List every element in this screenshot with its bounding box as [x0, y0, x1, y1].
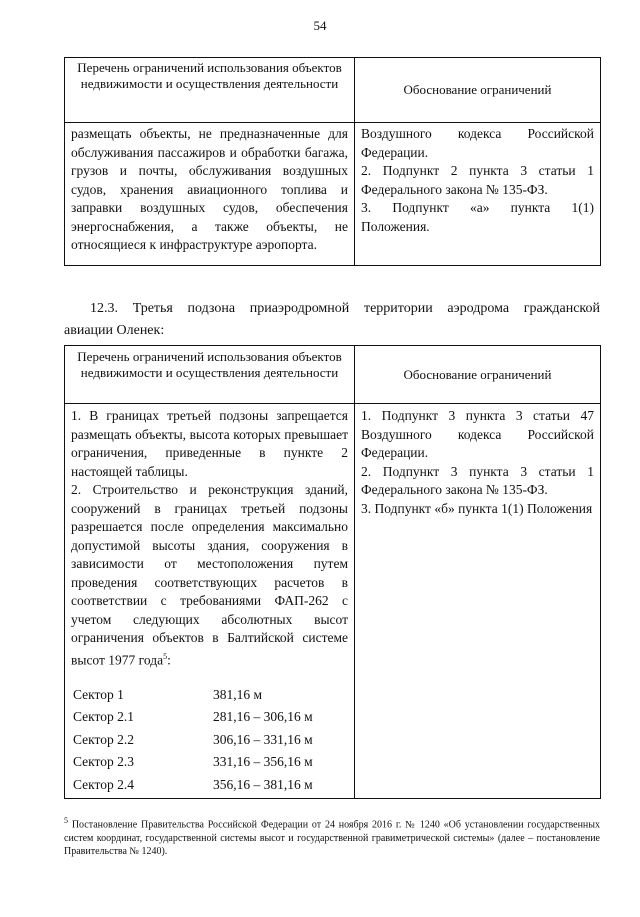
- sector-value: 356,16 – 381,16 м: [213, 776, 313, 792]
- footnote-reference: 5: [163, 651, 168, 661]
- footnote: [64, 814, 600, 859]
- sector-name: Сектор 1: [73, 686, 124, 702]
- sector-name: Сектор 2.4: [73, 776, 135, 792]
- restrictions-table-continued: [64, 57, 601, 266]
- table-header-row: [65, 58, 601, 123]
- header-restrictions: Перечень ограничений использования объектов недвижимости и осуществления деятельности: [65, 58, 355, 123]
- header-justification: Обоснование ограничений: [355, 58, 601, 123]
- sector-row: [71, 774, 348, 797]
- page-number: 54: [313, 18, 327, 33]
- table-header-row: [65, 346, 601, 404]
- section-heading: [64, 298, 600, 342]
- restriction-paragraph-2-end: :: [167, 652, 171, 667]
- justification-cell: [355, 123, 601, 266]
- header-restrictions: Перечень ограничений использования объектов недвижимости и осуществления деятельности: [65, 346, 355, 404]
- sector-name: Сектор 2.3: [73, 754, 135, 769]
- restriction-paragraph-1: 1. В границах третьей подзоны запрещается размещать объекты, высота которых превышает ограничения, приведенные в пункте 2 настоящей таблицы.: [71, 408, 348, 479]
- justification-item: 3. Подпункт «а» пункта 1(1) Положения.: [361, 200, 594, 234]
- footnote-mark: 5: [64, 816, 68, 825]
- justification-item: 2. Подпункт 3 пункта 3 статьи 1 Федерального закона № 135-ФЗ.: [361, 463, 594, 497]
- sector-row: [71, 729, 348, 752]
- sector-value: 381,16 м: [213, 686, 263, 702]
- sector-value: 331,16 – 356,16 м: [213, 754, 313, 769]
- section-heading-line1: 12.3. Третья подзона приаэродромной территории аэродрома гражданской: [90, 301, 600, 316]
- footnote-separator: [64, 798, 214, 799]
- table-row: [65, 404, 601, 799]
- sector-name: Сектор 2.2: [73, 731, 135, 747]
- sector-name: Сектор 2.1: [73, 709, 135, 724]
- sector-row: [71, 751, 348, 774]
- justification-item: 1. Подпункт 3 пункта 3 статьи 47 Воздушного кодекса Российской Федерации.: [361, 408, 594, 460]
- sector-row: [71, 706, 348, 729]
- section-heading-line2: авиации Оленек:: [64, 323, 165, 338]
- sector-row: [71, 684, 348, 707]
- justification-item: 3. Подпункт «б» пункта 1(1) Положения: [361, 500, 593, 516]
- justification-item: 2. Подпункт 2 пункта 3 статьи 1 Федерального закона № 135-ФЗ.: [361, 163, 594, 197]
- table-row: [65, 123, 601, 266]
- sector-value: 281,16 – 306,16 м: [213, 709, 313, 724]
- sector-list: [71, 684, 348, 797]
- restrictions-text: размещать объекты, не предназначенные для обслуживания пассажиров и обработки багажа, грузов и почты, обслуживания воздушных судов, хранения авиационного топлива и заправки воздушных судов, обеспечения энергоснабжения, а также объекты, не относящиеся к инфраструктуре аэропорта.: [65, 123, 355, 266]
- justification-item: Воздушного кодекса Российской Федерации.: [361, 126, 594, 160]
- restriction-paragraph-2-text: 2. Строительство и реконструкция зданий, сооружений в границах третьей подзоны разрешается после определения максимально допустимой высоты здания, сооружения в зависимости от местоположения путем проведения соответствующих расчетов в соответствии с требованиями ФАП-262 с учетом следующих абсолютных высот ограничения объектов в Балтийской системе высот 1977 года: [71, 482, 348, 667]
- third-subzone-table: [64, 345, 601, 799]
- header-justification: Обоснование ограничений: [355, 346, 601, 404]
- footnote-text: Постановление Правительства Российской Федерации от 24 ноября 2016 г. № 1240 «Об установлении государственных систем координат, государственной системы высот и государственной гравиметрической системы» (далее – постановление Правительства № 1240).: [64, 819, 601, 858]
- restriction-paragraph-2: [71, 481, 348, 670]
- justification-cell: [355, 404, 601, 799]
- restrictions-cell: [65, 404, 355, 799]
- sector-value: 306,16 – 331,16 м: [213, 731, 313, 747]
